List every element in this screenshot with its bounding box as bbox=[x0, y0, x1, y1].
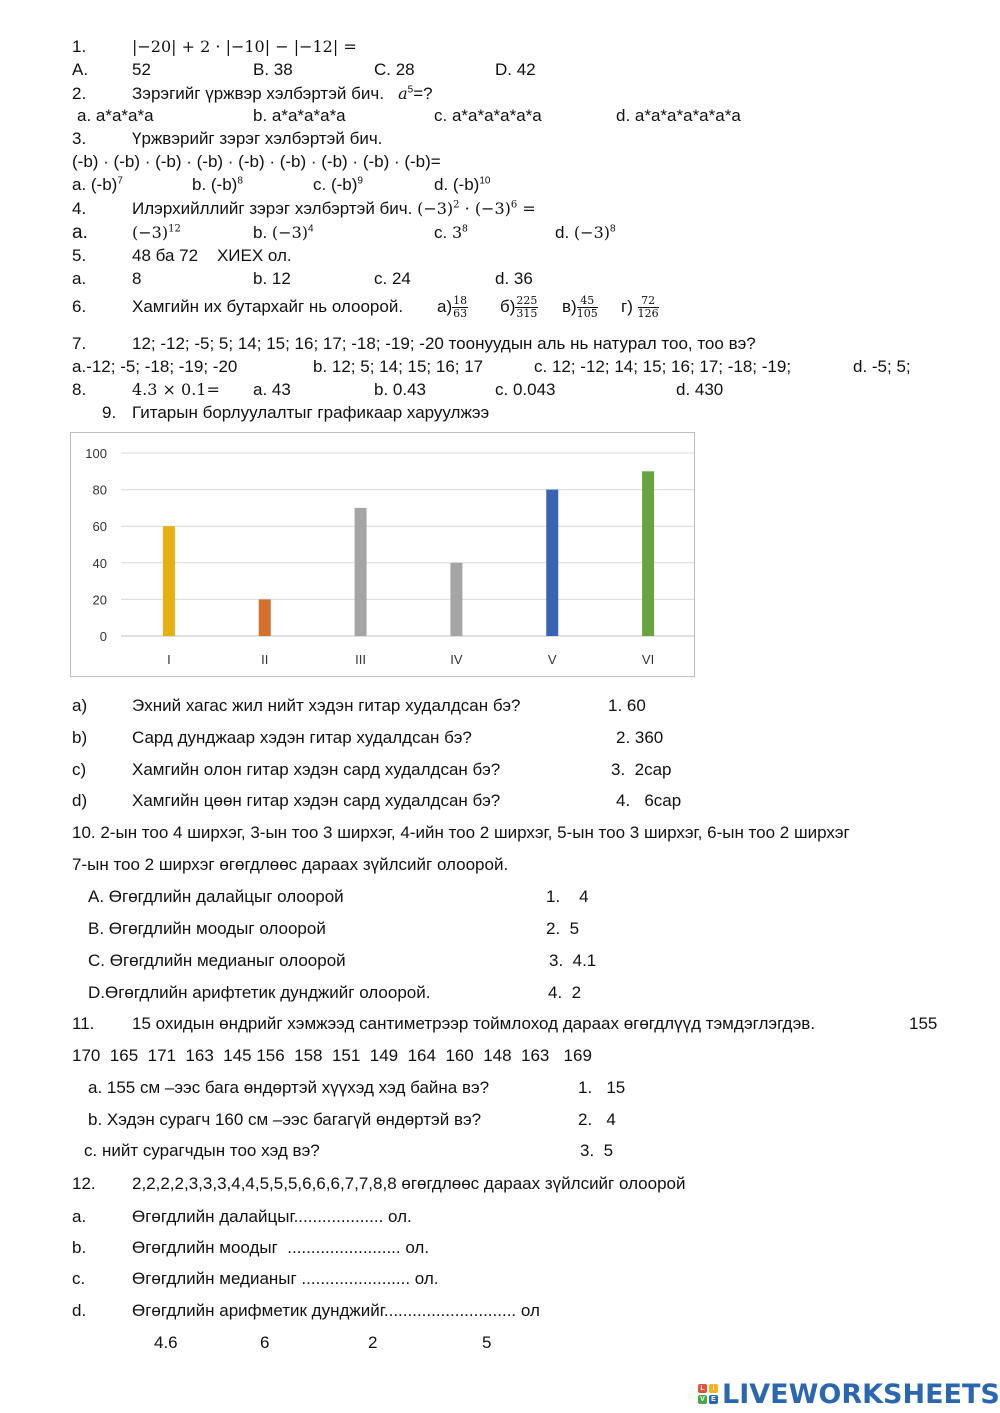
q6-fraction-d: г) $\frac{72}{126}$ bbox=[621, 294, 659, 321]
q2-text: Зэрэгийг үржвэр хэлбэртэй бич. bbox=[132, 84, 384, 103]
q6-fraction-b: б) $\frac{225}{315}$ bbox=[500, 294, 538, 321]
logo-icon bbox=[698, 1384, 718, 1404]
q8-number: 8. bbox=[72, 380, 87, 399]
q9-answer-4: 4. 6сар bbox=[616, 791, 682, 810]
q12-item-b: Өгөгдлийн моодыг ........................ ол. bbox=[132, 1238, 430, 1257]
q9-question-a: Эхний хагас жил нийт хэдэн гитар худалдсан бэ? bbox=[132, 696, 521, 715]
q2-option-a: a. a*a*a*a bbox=[77, 106, 154, 125]
q3-option-d: d. $(-b)^{10}$ bbox=[434, 175, 491, 194]
q2-number: 2. bbox=[72, 84, 87, 103]
bar-I bbox=[163, 526, 175, 636]
x-tick-label: III bbox=[355, 652, 367, 667]
q11-data-line: 170 165 171 163 145 156 158 151 149 164 160 148 163 169 bbox=[72, 1046, 592, 1065]
q11-first-value: 155 bbox=[909, 1014, 938, 1033]
q12-item-d: Өгөгдлийн арифметик дунджийг............................ ол bbox=[132, 1301, 540, 1320]
q9-question-c: Хамгийн олон гитар хэдэн сард худалдсан бэ? bbox=[132, 760, 501, 779]
q12-label-d: d. bbox=[72, 1301, 87, 1320]
q9-answer-2: 2. 360 bbox=[616, 728, 664, 747]
y-tick-label: 100 bbox=[85, 446, 107, 461]
q2-tail: =? bbox=[413, 84, 433, 103]
bar-III bbox=[355, 508, 367, 636]
q10-question-d: D.Өгөгдлийн арифтетик дунджийг олоорой. bbox=[88, 983, 431, 1002]
q9-label-d: d) bbox=[72, 791, 88, 810]
q10-line1: 10. 2-ын тоо 4 ширхэг, 3-ын тоо 3 ширхэг, 4-ийн тоо 2 ширхэг, 5-ын тоо 3 ширхэг, 6-ын тоо 2 ширхэг bbox=[72, 823, 850, 842]
q9-answer-3: 3. 2сар bbox=[611, 760, 672, 779]
q9-label-c: c) bbox=[72, 760, 87, 779]
q7-option-c: c. 12; -12; 14; 15; 16; 17; -18; -19; bbox=[534, 357, 792, 376]
q5-option-d: d. 36 bbox=[495, 269, 533, 288]
q11-question-c: c. нийт сурагчдын тоо хэд вэ? bbox=[84, 1141, 320, 1160]
q4-expression: $(-3)^2 \cdot (-3)^6$ = bbox=[417, 199, 536, 218]
q9-answer-1: 1. 60 bbox=[608, 696, 646, 715]
q12-item-a: Өгөгдлийн далайцыг................... ол. bbox=[132, 1207, 412, 1226]
q11-number: 11. bbox=[72, 1014, 95, 1033]
bar-VI bbox=[642, 471, 654, 636]
q5-option-a: 8 bbox=[132, 269, 142, 288]
y-tick-label: 20 bbox=[92, 592, 107, 608]
q10-answer-2: 2. 5 bbox=[546, 919, 580, 938]
q5-option-label: a. bbox=[72, 269, 87, 288]
q3-option-b: b. $(-b)^8$ bbox=[192, 175, 243, 194]
q9-question-d: Хамгийн цөөн гитар хэдэн сард худалдсан бэ? bbox=[132, 791, 501, 810]
q6-fraction-a: а) $\frac{18}{63}$ bbox=[437, 294, 468, 321]
q3-option-c: c. $(-b)^9$ bbox=[313, 175, 363, 194]
q10-answer-4: 4. 2 bbox=[548, 983, 582, 1002]
q7-option-b: b. 12; 5; 14; 15; 16; 17 bbox=[313, 357, 484, 376]
q4-option-c: c. $3^8$ bbox=[434, 223, 468, 242]
q3-option-a: a. $(-b)^7$ bbox=[72, 175, 123, 194]
q2-question bbox=[132, 84, 433, 104]
bar-IV bbox=[450, 563, 462, 636]
logo-cell: L bbox=[698, 1384, 707, 1393]
q1-option-b: B. 38 bbox=[253, 60, 293, 79]
q1-option-c: C. 28 bbox=[374, 60, 415, 79]
q8-expression: 4.3 × 0.1= bbox=[132, 380, 220, 399]
q11-answer-2: 2. 4 bbox=[578, 1110, 616, 1129]
q6-number: 6. bbox=[72, 297, 87, 316]
q10-question-a: A. Өгөгдлийн далайцыг олоорой bbox=[88, 887, 344, 906]
q4-option-a: $(-3)^{12}$ bbox=[132, 223, 181, 242]
y-tick-label: 40 bbox=[92, 555, 107, 571]
q9-question-b: Сард дунджаар хэдэн гитар худалдсан бэ? bbox=[132, 728, 472, 747]
q4-option-b: b. $(-3)^4$ bbox=[253, 223, 314, 242]
x-tick-label: VI bbox=[641, 652, 655, 667]
q12-label-c: c. bbox=[72, 1269, 86, 1288]
q5-option-b: b. 12 bbox=[253, 269, 291, 288]
q10-answer-1: 1. 4 bbox=[546, 887, 589, 906]
q8-option-a: a. 43 bbox=[253, 380, 291, 399]
q9-text: Гитарын борлуулалтыг графикаар харуулжээ bbox=[132, 403, 490, 422]
logo-cell: E bbox=[709, 1395, 718, 1404]
q8-option-d: d. 430 bbox=[676, 380, 724, 399]
chart-svg bbox=[71, 433, 694, 676]
q10-question-b: B. Өгөгдлийн моодыг олоорой bbox=[88, 919, 326, 938]
q10-answer-3: 3. 4.1 bbox=[549, 951, 597, 970]
q12-label-b: b. bbox=[72, 1238, 87, 1257]
q8-option-c: c. 0.043 bbox=[495, 380, 556, 399]
q1-option-d: D. 42 bbox=[495, 60, 536, 79]
q11-text: 15 охидын өндрийг хэмжээд сантиметрээр тоймлоход дараах өгөгдлүүд тэмдэглэгдэв. bbox=[132, 1014, 816, 1033]
q5-option-c: c. 24 bbox=[374, 269, 411, 288]
q12-answer-4: 5 bbox=[482, 1333, 492, 1352]
logo-text: LIVEWORKSHEETS bbox=[722, 1378, 1000, 1410]
q6-text: Хамгийн их бутархайг нь олоорой. bbox=[132, 297, 404, 316]
logo-cell: V bbox=[698, 1395, 707, 1404]
guitar-sales-chart bbox=[70, 432, 695, 677]
logo-cell: i bbox=[709, 1384, 718, 1393]
q4-option-label: a. bbox=[72, 222, 88, 243]
q10-line2: 7-ын тоо 2 ширхэг өгөгдлөөс дараах зүйлсийг олоорой. bbox=[72, 855, 509, 874]
q3-product: (-b) · (-b) · (-b) · (-b) · (-b) · (-b) · (-b) · (-b) · (-b)= bbox=[72, 152, 441, 171]
x-tick-label: IV bbox=[450, 652, 463, 667]
y-tick-label: 60 bbox=[92, 519, 107, 535]
q11-question-a: a. 155 см –ээс бага өндөртэй хүүхэд хэд байна вэ? bbox=[88, 1078, 490, 1097]
y-tick-label: 0 bbox=[99, 629, 107, 644]
q7-option-a: a.-12; -5; -18; -19; -20 bbox=[72, 357, 238, 376]
bar-V bbox=[546, 490, 558, 636]
x-tick-label: V bbox=[547, 652, 557, 667]
q4-question bbox=[132, 199, 536, 219]
q11-question-b: b. Хэдэн сурагч 160 см –ээс багагүй өндөртэй вэ? bbox=[88, 1110, 482, 1129]
q9-label-b: b) bbox=[72, 728, 88, 747]
q12-answer-1: 4.6 bbox=[154, 1333, 178, 1352]
q10-question-c: C. Өгөгдлийн медианыг олоорой bbox=[88, 951, 346, 970]
q5-text: 48 ба 72 ХИЕХ ол. bbox=[132, 246, 292, 265]
y-tick-label: 80 bbox=[92, 482, 107, 498]
q3-text: Үржвэрийг зэрэг хэлбэртэй бич. bbox=[132, 129, 383, 148]
q2-base: a bbox=[398, 84, 408, 103]
q7-number: 7. bbox=[72, 334, 87, 353]
q1-number: 1. bbox=[72, 37, 87, 56]
q2-exponent: 5 bbox=[407, 84, 414, 96]
q12-text: 2,2,2,2,3,3,3,4,4,5,5,5,6,6,6,7,7,8,8 өгөгдлөөс дараах зүйлсийг олоорой bbox=[132, 1174, 686, 1193]
q3-number: 3. bbox=[72, 129, 87, 148]
x-tick-label: I bbox=[167, 652, 171, 667]
q12-label-a: a. bbox=[72, 1207, 87, 1226]
q12-item-c: Өгөгдлийн медианыг ....................... ол. bbox=[132, 1269, 439, 1288]
q4-number: 4. bbox=[72, 199, 87, 218]
q11-answer-3: 3. 5 bbox=[580, 1141, 614, 1160]
q2-option-d: d. a*a*a*a*a*a*a bbox=[616, 106, 741, 125]
q7-option-d: d. -5; 5; bbox=[853, 357, 911, 376]
q6-fraction-c: в) $\frac{45}{105}$ bbox=[562, 294, 598, 321]
liveworksheets-logo[interactable] bbox=[698, 1378, 1000, 1410]
q11-answer-1: 1. 15 bbox=[578, 1078, 626, 1097]
q5-number: 5. bbox=[72, 246, 87, 265]
bar-II bbox=[259, 599, 271, 636]
q12-answer-3: 2 bbox=[368, 1333, 378, 1352]
q12-answer-2: 6 bbox=[260, 1333, 270, 1352]
x-tick-label: II bbox=[261, 652, 269, 667]
q9-number: 9. bbox=[102, 403, 117, 422]
q1-option-label: A. bbox=[72, 60, 89, 79]
q8-option-b: b. 0.43 bbox=[374, 380, 426, 399]
q2-option-b: b. a*a*a*a*a bbox=[253, 106, 346, 125]
q7-text: 12; -12; -5; 5; 14; 15; 16; 17; -18; -19; -20 тоонуудын аль нь натурал тоо, тоо вэ? bbox=[132, 334, 756, 353]
q4-option-d: d. $(-3)^8$ bbox=[555, 223, 616, 242]
q2-option-c: c. a*a*a*a*a*a bbox=[434, 106, 542, 125]
q12-number: 12. bbox=[72, 1174, 96, 1193]
q9-label-a: a) bbox=[72, 696, 88, 715]
q4-text: Илэрхийллийг зэрэг хэлбэртэй бич. bbox=[132, 199, 413, 218]
q1-expression: |−20| + 2 · |−10| − |−12| = bbox=[132, 37, 357, 56]
q1-option-a: 52 bbox=[132, 60, 151, 79]
